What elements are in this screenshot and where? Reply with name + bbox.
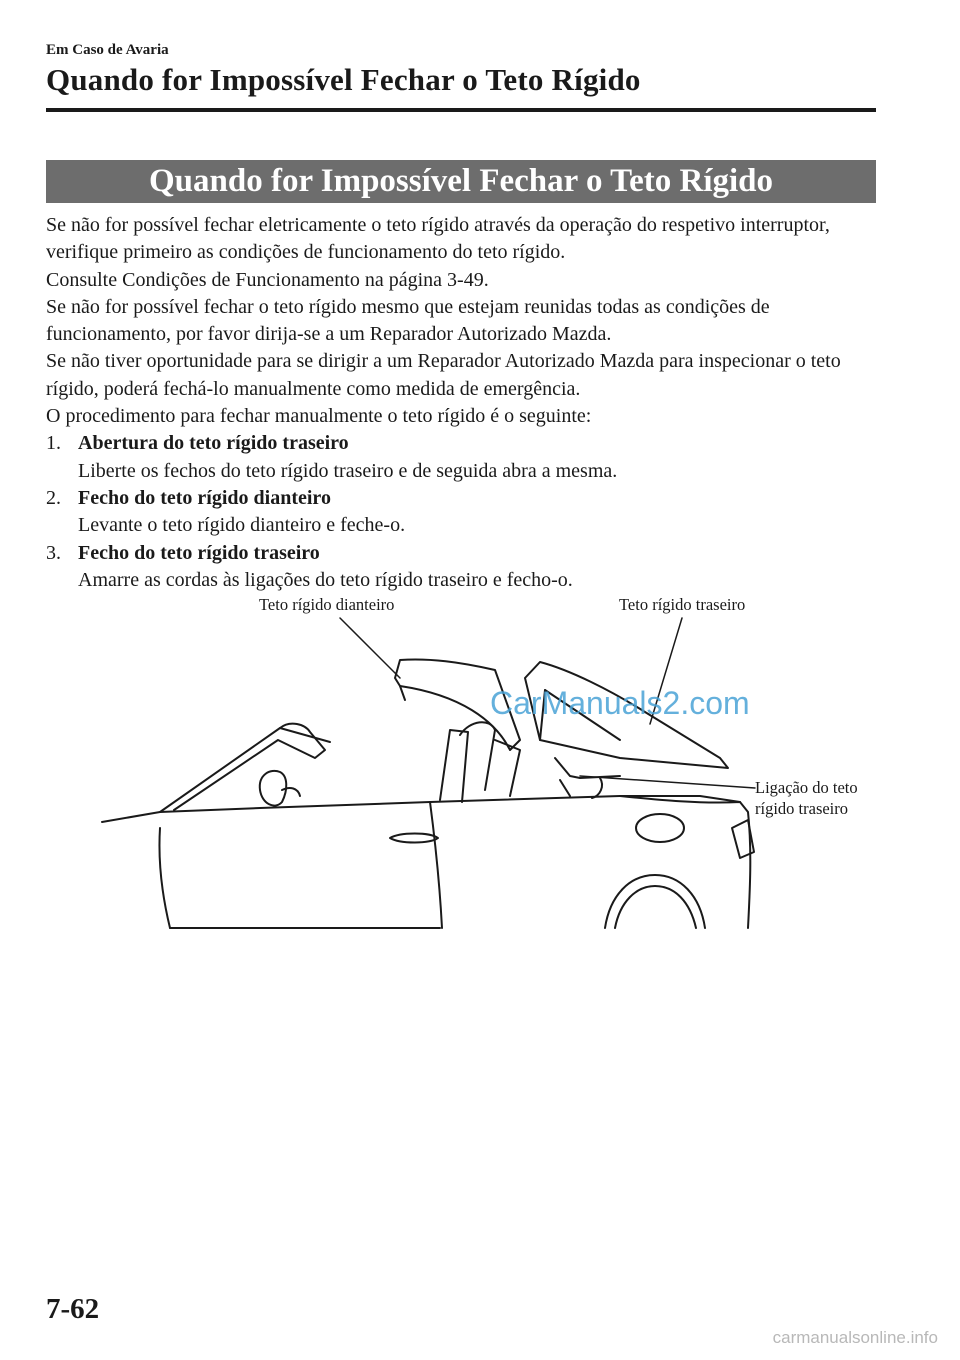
paragraph: Consulte Condições de Funcionamento na página 3-49. — [46, 268, 489, 291]
step-number: 2. — [46, 486, 61, 509]
footer-site-link[interactable]: carmanualsonline.info — [772, 1328, 938, 1347]
label-hardtop-link: Ligação do teto rígido traseiro — [755, 778, 858, 818]
section-banner-text: Quando for Impossível Fechar o Teto Rígido — [148, 163, 774, 199]
rear-hardtop-link — [555, 758, 620, 778]
step-number: 3. — [46, 541, 61, 564]
step-title: Fecho do teto rígido traseiro — [78, 541, 320, 564]
step-title: Abertura do teto rígido traseiro — [78, 432, 349, 455]
leader-line-link — [580, 776, 755, 788]
car-hardtop-illustration — [100, 590, 860, 940]
step-text: Levante o teto rígido dianteiro e feche-o. — [78, 514, 406, 537]
page-number: 7-62 — [46, 1293, 100, 1325]
label-front-hardtop: Teto rígido dianteiro — [259, 595, 395, 614]
paragraph: Se não for possível fechar o teto rígido mesmo que estejam reunidas todas as condições de funcionamento, por favor dirija-se a um Reparador Autorizado Mazda. — [46, 295, 770, 346]
step-number: 1. — [46, 432, 61, 455]
windshield-frame — [160, 724, 325, 812]
step-text: Liberte os fechos do teto rígido traseiro e de seguida abra a mesma. — [78, 459, 618, 482]
section-banner — [46, 160, 876, 203]
seat-back — [440, 730, 468, 802]
body-text — [46, 212, 876, 594]
car-door-outline — [159, 828, 170, 928]
chapter-label: Em Caso de Avaria — [46, 42, 169, 58]
watermark-logo: CarManuals2.com — [490, 685, 750, 721]
step-text: Amarre as cordas às ligações do teto rígido traseiro e fecho-o. — [78, 568, 573, 591]
paragraph: O procedimento para fechar manualmente o teto rígido é o seguinte: — [46, 405, 592, 428]
rear-fender — [620, 796, 750, 928]
rear-wheel-arch — [605, 875, 705, 928]
step-2 — [46, 485, 876, 540]
step-title: Fecho do teto rígido dianteiro — [78, 486, 331, 509]
side-mirror — [260, 771, 286, 806]
leader-line-front — [340, 618, 400, 678]
door-handle — [390, 834, 438, 843]
fuel-door — [636, 814, 684, 842]
paragraph: Se não for possível fechar eletricamente o teto rígido através da operação do respetivo interruptor, verifique primeiro as condições de funcionamento do teto rígido. — [46, 214, 830, 264]
step-3 — [46, 540, 876, 595]
page-title: Quando for Impossível Fechar o Teto Rígido — [46, 62, 641, 97]
heading-divider — [46, 108, 876, 112]
step-1 — [46, 430, 876, 485]
label-rear-hardtop: Teto rígido traseiro — [619, 595, 746, 614]
paragraph: Se não tiver oportunidade para se dirigir a um Reparador Autorizado Mazda para inspecionar o teto rígido, poderá fechá-lo manualmente como medida de emergência. — [46, 350, 841, 400]
